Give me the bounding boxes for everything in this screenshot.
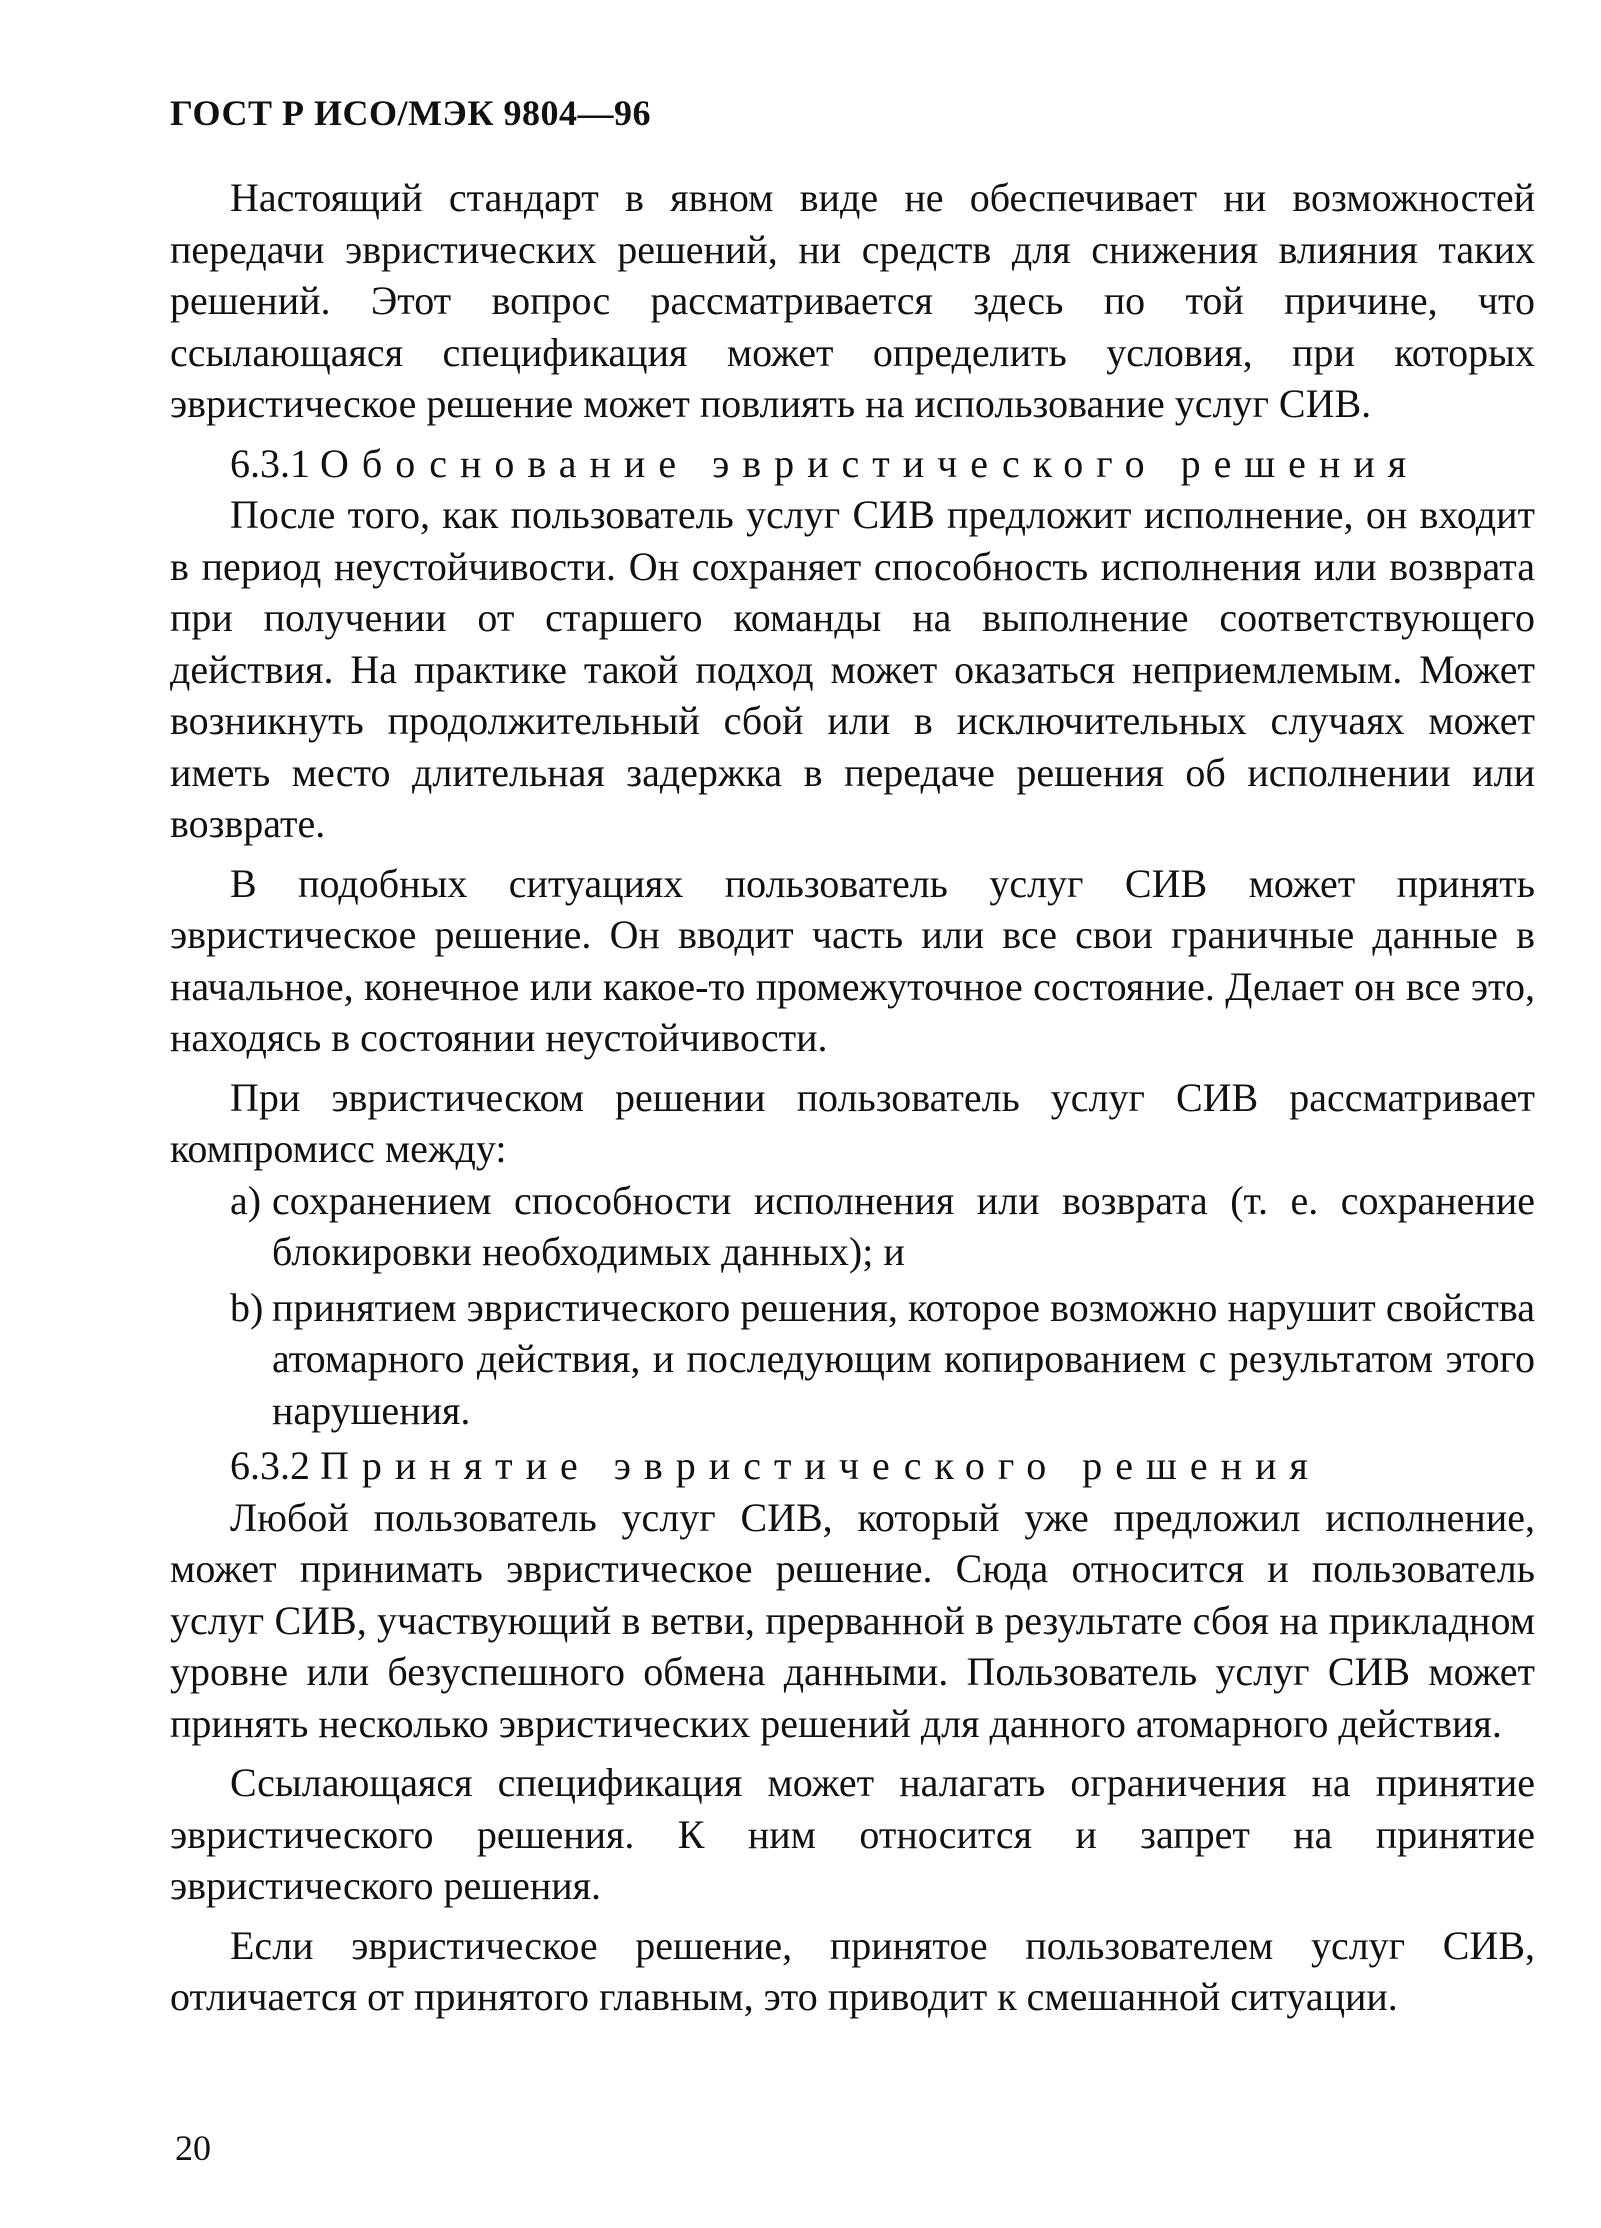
section-title: Обоснование эвристического решения <box>320 440 1420 486</box>
standard-header: ГОСТ Р ИСО/МЭК 9804—96 <box>170 93 651 133</box>
list-item-text: принятием эвристического решения, которое возможно нарушит свойства атомарного действия, и последующим копированием с результатом этого нарушения. <box>272 1284 1535 1433</box>
section-heading-6-3-2 <box>170 1440 1535 1492</box>
page-number: 20 <box>175 2128 211 2168</box>
list-marker: b) <box>230 1284 264 1330</box>
body-paragraph: Любой пользователь услуг СИВ, который уже предложил исполнение, может принимать эвристическое решение. Сюда относится и пользователь услуг СИВ, участвующий в ветви, прерванной в результате сбоя на прикладном уровне или безуспешного обмена данными. Пользователь услуг СИВ может принять несколько эвристических решений для данного атомарного действия. <box>170 1494 1535 1746</box>
list-item <box>170 1282 1535 1437</box>
body-paragraph: После того, как пользователь услуг СИВ предложит исполнение, он входит в период неустойчивости. Он сохраняет способность исполнения или возврата при получении от старшего команды на выполнение соответствующего действия. На практике такой подход может оказаться неприемлемым. Может возникнуть продолжительный сбой или в исключительных случаях может иметь место длительная задержка в передаче решения об исполнении или возврате. <box>170 492 1535 846</box>
section-number: 6.3.2 <box>230 1443 310 1488</box>
body-paragraph: В подобных ситуациях пользователь услуг СИВ может принять эвристическое решение. Он вводит часть или все свои граничные данные в начальное, конечное или какое-то промежуточное состояние. Делает он все это, находясь в состоянии неустойчивости. <box>170 860 1535 1060</box>
body-paragraph: Ссылающаяся спецификация может налагать ограничения на принятие эвристического решения. К ним относится и запрет на принятие эвристического решения. <box>170 1760 1535 1908</box>
list-item <box>170 1175 1535 1278</box>
body-paragraph: При эвристическом решении пользователь услуг СИВ рассматривает компромисс между: <box>170 1074 1535 1171</box>
document-body <box>170 172 1535 2031</box>
section-number: 6.3.1 <box>230 440 310 486</box>
section-title: Принятие эвристического решения <box>320 1443 1321 1488</box>
list-item-text: сохранением способности исполнения или возврата (т. е. сохранение блокировки необходимых данных); и <box>272 1177 1535 1274</box>
body-paragraph: Если эвристическое решение, принятое пользователем услуг СИВ, отличается от принятого главным, это приводит к смешанной ситуации. <box>170 1922 1535 2019</box>
list-marker: а) <box>230 1177 262 1223</box>
intro-paragraph: Настоящий стандарт в явном виде не обеспечивает ни возможностей передачи эвристических решений, ни средств для снижения влияния таких решений. Этот вопрос рассматривается здесь по той причине, что ссылающаяся спецификация может определить условия, при которых эвристическое решение может повлиять на использование услуг СИВ. <box>170 175 1535 426</box>
section-heading-6-3-1 <box>170 438 1535 490</box>
